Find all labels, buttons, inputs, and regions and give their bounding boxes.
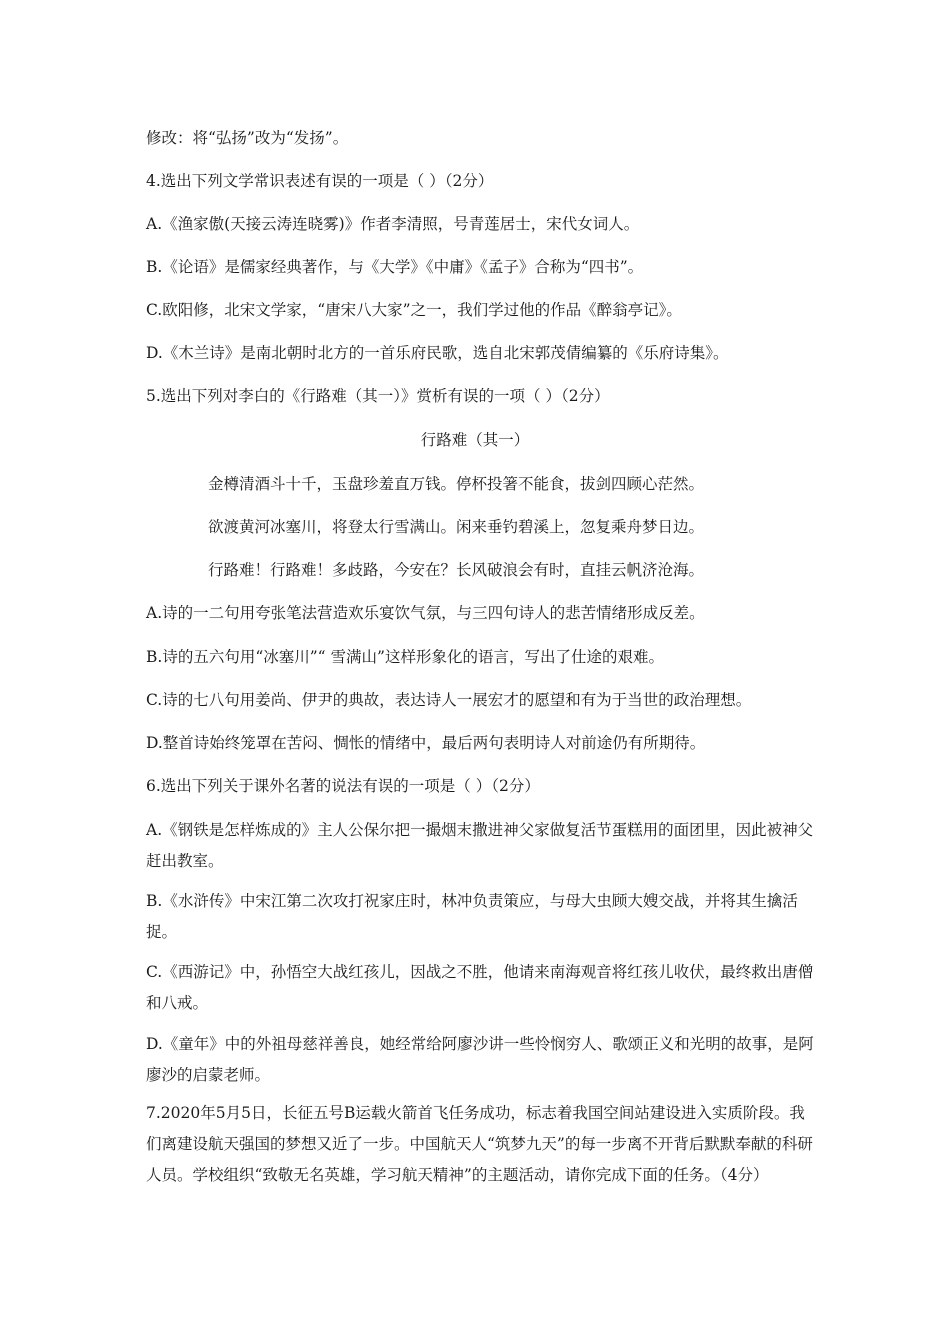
- q4-option-b: B.《论语》是儒家经典著作，与《大学》《中庸》《孟子》合称为“四书”。: [146, 258, 644, 276]
- question-6: 6.选出下列关于课外名著的说法有误的一项是（ ）（2分）: [146, 777, 540, 795]
- q4-option-c: C.欧阳修，北宋文学家，“唐宋八大家”之一，我们学过他的作品《醉翁亭记》。: [146, 301, 682, 319]
- q6-option-b: B.《水浒传》中宋江第二次攻打祝家庄时，林冲负责策应，与母大虫顾大嫂交战，并将其生擒活捉。: [146, 892, 798, 941]
- question-5: 5.选出下列对李白的《行路难（其一）》赏析有误的一项（ ）（2分）: [146, 387, 610, 405]
- question-7: 7.2020年5月5日，长征五号B运载火箭首飞任务成功，标志着我国空间站建设进入实质阶段。我们离建设航天强国的梦想又近了一步。中国航天人“筑梦九天”的每一步离不开背后默默奉献的科研人员。学校组织“致敬无名英雄，学习航天精神”的主题活动，请你完成下面的任务。（4分）: [146, 1104, 813, 1184]
- q5-option-c: C.诗的七八句用姜尚、伊尹的典故，表达诗人一展宏才的愿望和有为于当世的政治理想。: [146, 691, 752, 709]
- question-4: 4.选出下列文学常识表述有误的一项是（ ）（2分）: [146, 172, 494, 190]
- q5-option-d: D.整首诗始终笼罩在苦闷、惆怅的情绪中，最后两句表明诗人对前途仍有所期待。: [146, 734, 706, 752]
- q4-option-d: D.《木兰诗》是南北朝时北方的一首乐府民歌，选自北宋郭茂倩编纂的《乐府诗集》。: [146, 344, 729, 362]
- poem-title: 行路难（其一）: [420, 431, 530, 449]
- q6-option-d: D.《童年》中的外祖母慈祥善良，她经常给阿廖沙讲一些怜悯穷人、歌颂正义和光明的故事，是阿廖沙的启蒙老师。: [146, 1035, 814, 1084]
- poem-line-1: 金樽清酒斗十千，玉盘珍羞直万钱。停杯投箸不能食，拔剑四顾心茫然。: [208, 475, 705, 493]
- poem-line-2: 欲渡黄河冰塞川，将登太行雪满山。闲来垂钓碧溪上，忽复乘舟梦日边。: [208, 518, 705, 536]
- poem-line-3: 行路难！行路难！多歧路，今安在？长风破浪会有时，直挂云帆济沧海。: [208, 561, 705, 579]
- q5-option-b: B.诗的五六句用“冰塞川”“ 雪满山”这样形象化的语言，写出了仕途的艰难。: [146, 648, 664, 666]
- q5-option-a: A.诗的一二句用夸张笔法营造欢乐宴饮气氛，与三四句诗人的悲苦情绪形成反差。: [146, 604, 705, 622]
- revision-note: 修改：将“弘扬”改为“发扬”。: [146, 129, 349, 147]
- q6-option-a: A.《钢铁是怎样炼成的》主人公保尔把一撮烟末撒进神父家做复活节蛋糕用的面团里，因此被神父赶出教室。: [146, 821, 814, 870]
- q6-option-c: C.《西游记》中，孙悟空大战红孩儿，因战之不胜，他请来南海观音将红孩儿收伏，最终救出唐僧和八戒。: [146, 963, 814, 1012]
- q4-option-a: A.《渔家傲(天接云涛连晓雾)》作者李清照，号青莲居士，宋代女词人。: [146, 215, 640, 233]
